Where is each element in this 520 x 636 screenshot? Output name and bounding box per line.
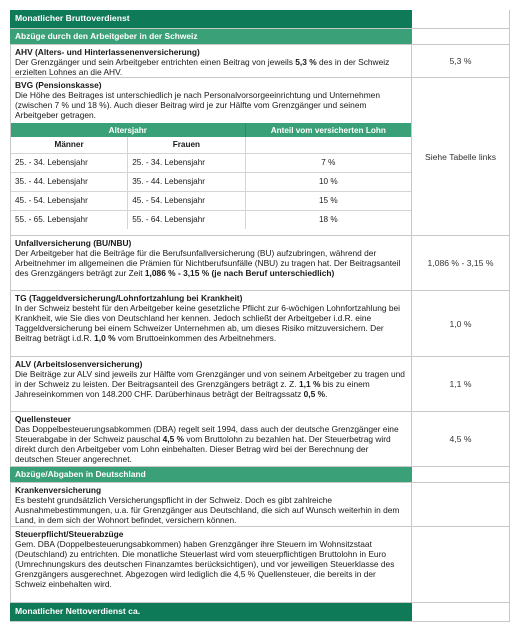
age-men: 45. - 54. Lebensjahr [11, 191, 128, 210]
ahv-text: Der Grenzgänger und sein Arbeitgeber entrichten einen Beitrag von jeweils 5,3 % des in der Schweiz erzielten Lohnes an die AHV. [15, 57, 390, 77]
alv-value: 1,1 % [412, 357, 510, 411]
unfall-row [10, 236, 510, 291]
contribution-percent: 15 % [245, 191, 411, 210]
unfall-title: Unfallversicherung (BU/NBU) [15, 238, 132, 248]
tg-text: In der Schweiz besteht für den Arbeitgeber keine gesetzliche Pflicht zur 6-wöchigen Lohnfortzahlung bei Krankheit, wie Sie dies von Deutschland her kennen. Jedoch schließt der Arbeitgeber i.d.R. eine Taggeldversicherung bei einem Schweizer Unternehmen ab, um dieses Risiko mitzuversichern. Der Beitrag beträgt i.d.R. 1,0 % vom Bruttoeinkommen des Arbeitnehmers. [15, 303, 401, 343]
quellensteuer-title: Quellensteuer [15, 414, 71, 424]
ahv-value: 5,3 % [412, 45, 510, 77]
steuer-title: Steuerpflicht/Steuerabzüge [15, 529, 124, 539]
table-row [11, 191, 411, 210]
gross-salary-title: Monatlicher Bruttoverdienst [10, 10, 412, 28]
col-header-altersjahr: Altersjahr [11, 123, 245, 137]
tg-description [10, 291, 412, 356]
bvg-title: BVG (Pensionskasse) [15, 80, 102, 90]
net-salary-row [10, 603, 510, 622]
section-header-deutschland [10, 467, 510, 483]
table-row [11, 172, 411, 191]
bvg-row [10, 78, 510, 236]
bvg-age-table [11, 123, 411, 229]
quellensteuer-value: 4,5 % [412, 412, 510, 466]
steuer-text: Gem. DBA (Doppelbesteuerungsabkommen) haben Grenzgänger ihre Steuern im Wohnsitzstaat (Deutschland) zu entrichten. Die monatliche Steuerlast wird vom steuerpflichtigen Bruttolohn in Euro (Umrechnungskurs des deutschen Finanzamtes berücksichtigen), und vor jeweiligen Steuerklasse des Grenzgängers ausgerechnet. Abgezogen wird lediglich die 4,5 % Quellensteuer, die bereits in der Schweiz einbehalten wird. [15, 539, 395, 589]
quellensteuer-row [10, 412, 510, 467]
kranken-description [10, 483, 412, 526]
kranken-value-cell [412, 483, 510, 526]
ahv-description [10, 45, 412, 77]
tg-row [10, 291, 510, 357]
table-row [11, 153, 411, 172]
contribution-percent: 7 % [245, 153, 411, 172]
age-women: 55. - 64. Lebensjahr [128, 210, 245, 229]
col-header-anteil: Anteil vom versicherten Lohn [245, 123, 411, 137]
unfall-value: 1,086 % - 3,15 % [412, 236, 510, 290]
age-men: 25. - 34. Lebensjahr [11, 153, 128, 172]
tg-value: 1,0 % [412, 291, 510, 356]
unfall-description [10, 236, 412, 290]
bvg-value: Siehe Tabelle links [412, 78, 510, 235]
section-value-cell-deutschland [412, 467, 510, 482]
alv-description [10, 357, 412, 411]
section-title-deutschland: Abzüge/Abgaben in Deutschland [10, 467, 412, 482]
age-women: 45. - 54. Lebensjahr [128, 191, 245, 210]
kranken-title: Krankenversicherung [15, 485, 102, 495]
gross-salary-row [10, 10, 510, 29]
alv-title: ALV (Arbeitslosenversicherung) [15, 359, 143, 369]
quellensteuer-description [10, 412, 412, 466]
col-header-frauen: Frauen [128, 137, 245, 153]
ahv-title: AHV (Alters- und Hinterlassenenversicherung) [15, 47, 200, 57]
col-header-maenner: Männer [54, 140, 84, 150]
bvg-description [10, 78, 412, 235]
ahv-row [10, 45, 510, 78]
alv-row [10, 357, 510, 412]
steuer-value-cell [412, 527, 510, 602]
quellensteuer-text: Das Doppelbesteuerungsabkommen (DBA) regelt seit 1994, dass auch der deutsche Grenzgänger eine Steuerabgabe in der Schweiz pauschal 4,5 % vom Bruttolohn zu bezahlen hat. Der Steuerbetrag wird direkt durch den Arbeitgeber vom Lohn einbehalten. Dieser Betrag wird bei der Berechnung der deutschen Steuer angerechnet. [15, 424, 399, 464]
steuer-description [10, 527, 412, 602]
unfall-text: Der Arbeitgeber hat die Beiträge für die Berufsunfallversicherung (BU) aufzubringen, während der Arbeitnehmer im allgemeinen die Prämien für Nichtberufsunfälle (NBU) zu tragen hat. Der Beitragsanteil des Grenzgängers beträgt zur Zeit 1,086 % - 3,15 % (je nach Beruf unterschiedlich) [15, 248, 401, 278]
kranken-text: Es besteht grundsätzlich Versicherungspflicht in der Schweiz. Doch es gibt zahlreiche Ausnahmebestimmungen, u.a. für Grenzgänger aus Deutschland, die sich auf Wunsch weiterhin in dem Land, in dem sich der Wohnort befindet, versichern können. [15, 495, 400, 525]
steuer-row [10, 527, 510, 603]
contribution-percent: 10 % [245, 172, 411, 191]
salary-deduction-table [10, 10, 510, 622]
section-title-schweiz: Abzüge durch den Arbeitgeber in der Schweiz [10, 29, 412, 44]
section-header-schweiz [10, 29, 510, 45]
age-women: 35. - 44. Lebensjahr [128, 172, 245, 191]
alv-text: Die Beiträge zur ALV sind jeweils zur Hälfte vom Grenzgänger und von seinem Arbeitgeber zu tragen und in der Schweiz zu leisten. Der Beitragsanteil des Grenzgängers beträgt z. Z. 1,1 % bis zu einem Jahreseinkommen von 148.200 CHF. Darüberhinaus beträgt der Beitragssatz 0,5 %. [15, 369, 405, 399]
section-value-cell-schweiz [412, 29, 510, 44]
age-men: 35. - 44. Lebensjahr [11, 172, 128, 191]
gross-salary-value-cell [412, 10, 510, 28]
tg-title: TG (Taggeldversicherung/Lohnfortzahlung bei Krankheit) [15, 293, 243, 303]
age-men: 55. - 65. Lebensjahr [11, 210, 128, 229]
contribution-percent: 18 % [245, 210, 411, 229]
kranken-row [10, 483, 510, 527]
age-women: 25. - 34. Lebensjahr [128, 153, 245, 172]
net-salary-value-cell [412, 603, 510, 621]
bvg-text: Die Höhe des Beitrages ist unterschiedlich je nach Personalvorsorgeeinrichtung und Unternehmen (zwischen 7 % und 18 %). Auch dieser Beitrag wird je zur Hälfte vom Grenzgänger und seinem Arbeitgeber getragen. [15, 90, 380, 120]
table-row [11, 210, 411, 229]
net-salary-title: Monatlicher Nettoverdienst ca. [10, 603, 412, 621]
